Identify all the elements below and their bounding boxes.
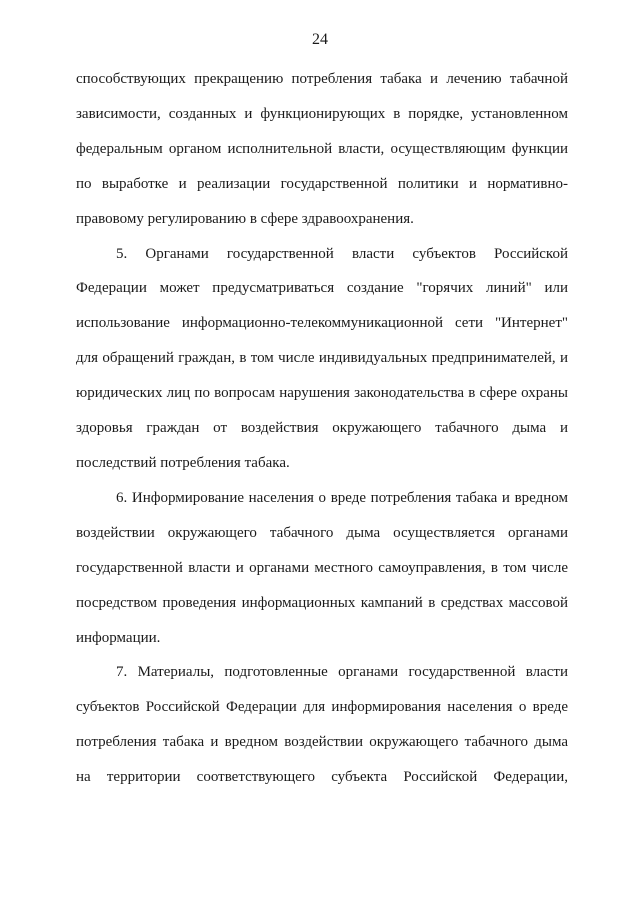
page-number: 24 bbox=[312, 31, 328, 48]
text-line: 6. Информирование населения о вреде потребления табака и вредном bbox=[116, 489, 568, 506]
paragraph-continuation bbox=[76, 62, 568, 237]
text-line: последствий потребления табака. bbox=[76, 454, 290, 471]
text-line: здоровья граждан от воздействия окружающего табачного дыма и bbox=[76, 420, 568, 437]
text-line: использование информационно-телекоммуникационной сети "Интернет" bbox=[76, 315, 568, 332]
text-line: правовому регулированию в сфере здравоохранения. bbox=[76, 210, 414, 227]
text-line: посредством проведения информационных кампаний в средствах массовой bbox=[76, 594, 568, 611]
text-line: воздействии окружающего табачного дыма осуществляется органами bbox=[76, 524, 568, 541]
text-line: потребления табака и вредном воздействии окружающего табачного дыма bbox=[76, 734, 568, 751]
text-line: по выработке и реализации государственной политики и нормативно- bbox=[76, 175, 568, 192]
text-line: на территории соответствующего субъекта Российской Федерации, bbox=[76, 769, 568, 786]
body-text bbox=[76, 62, 568, 795]
text-line: 5. Органами государственной власти субъектов Российской bbox=[116, 245, 568, 262]
text-line: юридических лиц по вопросам нарушения законодательства в сфере охраны bbox=[76, 385, 568, 402]
text-line: информации. bbox=[76, 629, 161, 646]
paragraph-7 bbox=[76, 655, 568, 795]
paragraph-6 bbox=[76, 481, 568, 656]
text-line: субъектов Российской Федерации для информирования населения о вреде bbox=[76, 699, 568, 716]
text-line: способствующих прекращению потребления табака и лечению табачной bbox=[76, 71, 568, 87]
text-line: 7. Материалы, подготовленные органами государственной власти bbox=[116, 664, 568, 681]
text-line: федеральным органом исполнительной власти, осуществляющим функции bbox=[76, 140, 568, 157]
text-line: зависимости, созданных и функционирующих в порядке, установленном bbox=[76, 105, 568, 122]
text-line: Федерации может предусматриваться создание "горячих линий" или bbox=[76, 280, 568, 297]
text-line: государственной власти и органами местного самоуправления, в том числе bbox=[76, 559, 568, 576]
text-line: для обращений граждан, в том числе индивидуальных предпринимателей, и bbox=[76, 350, 568, 367]
paragraph-5 bbox=[76, 237, 568, 481]
